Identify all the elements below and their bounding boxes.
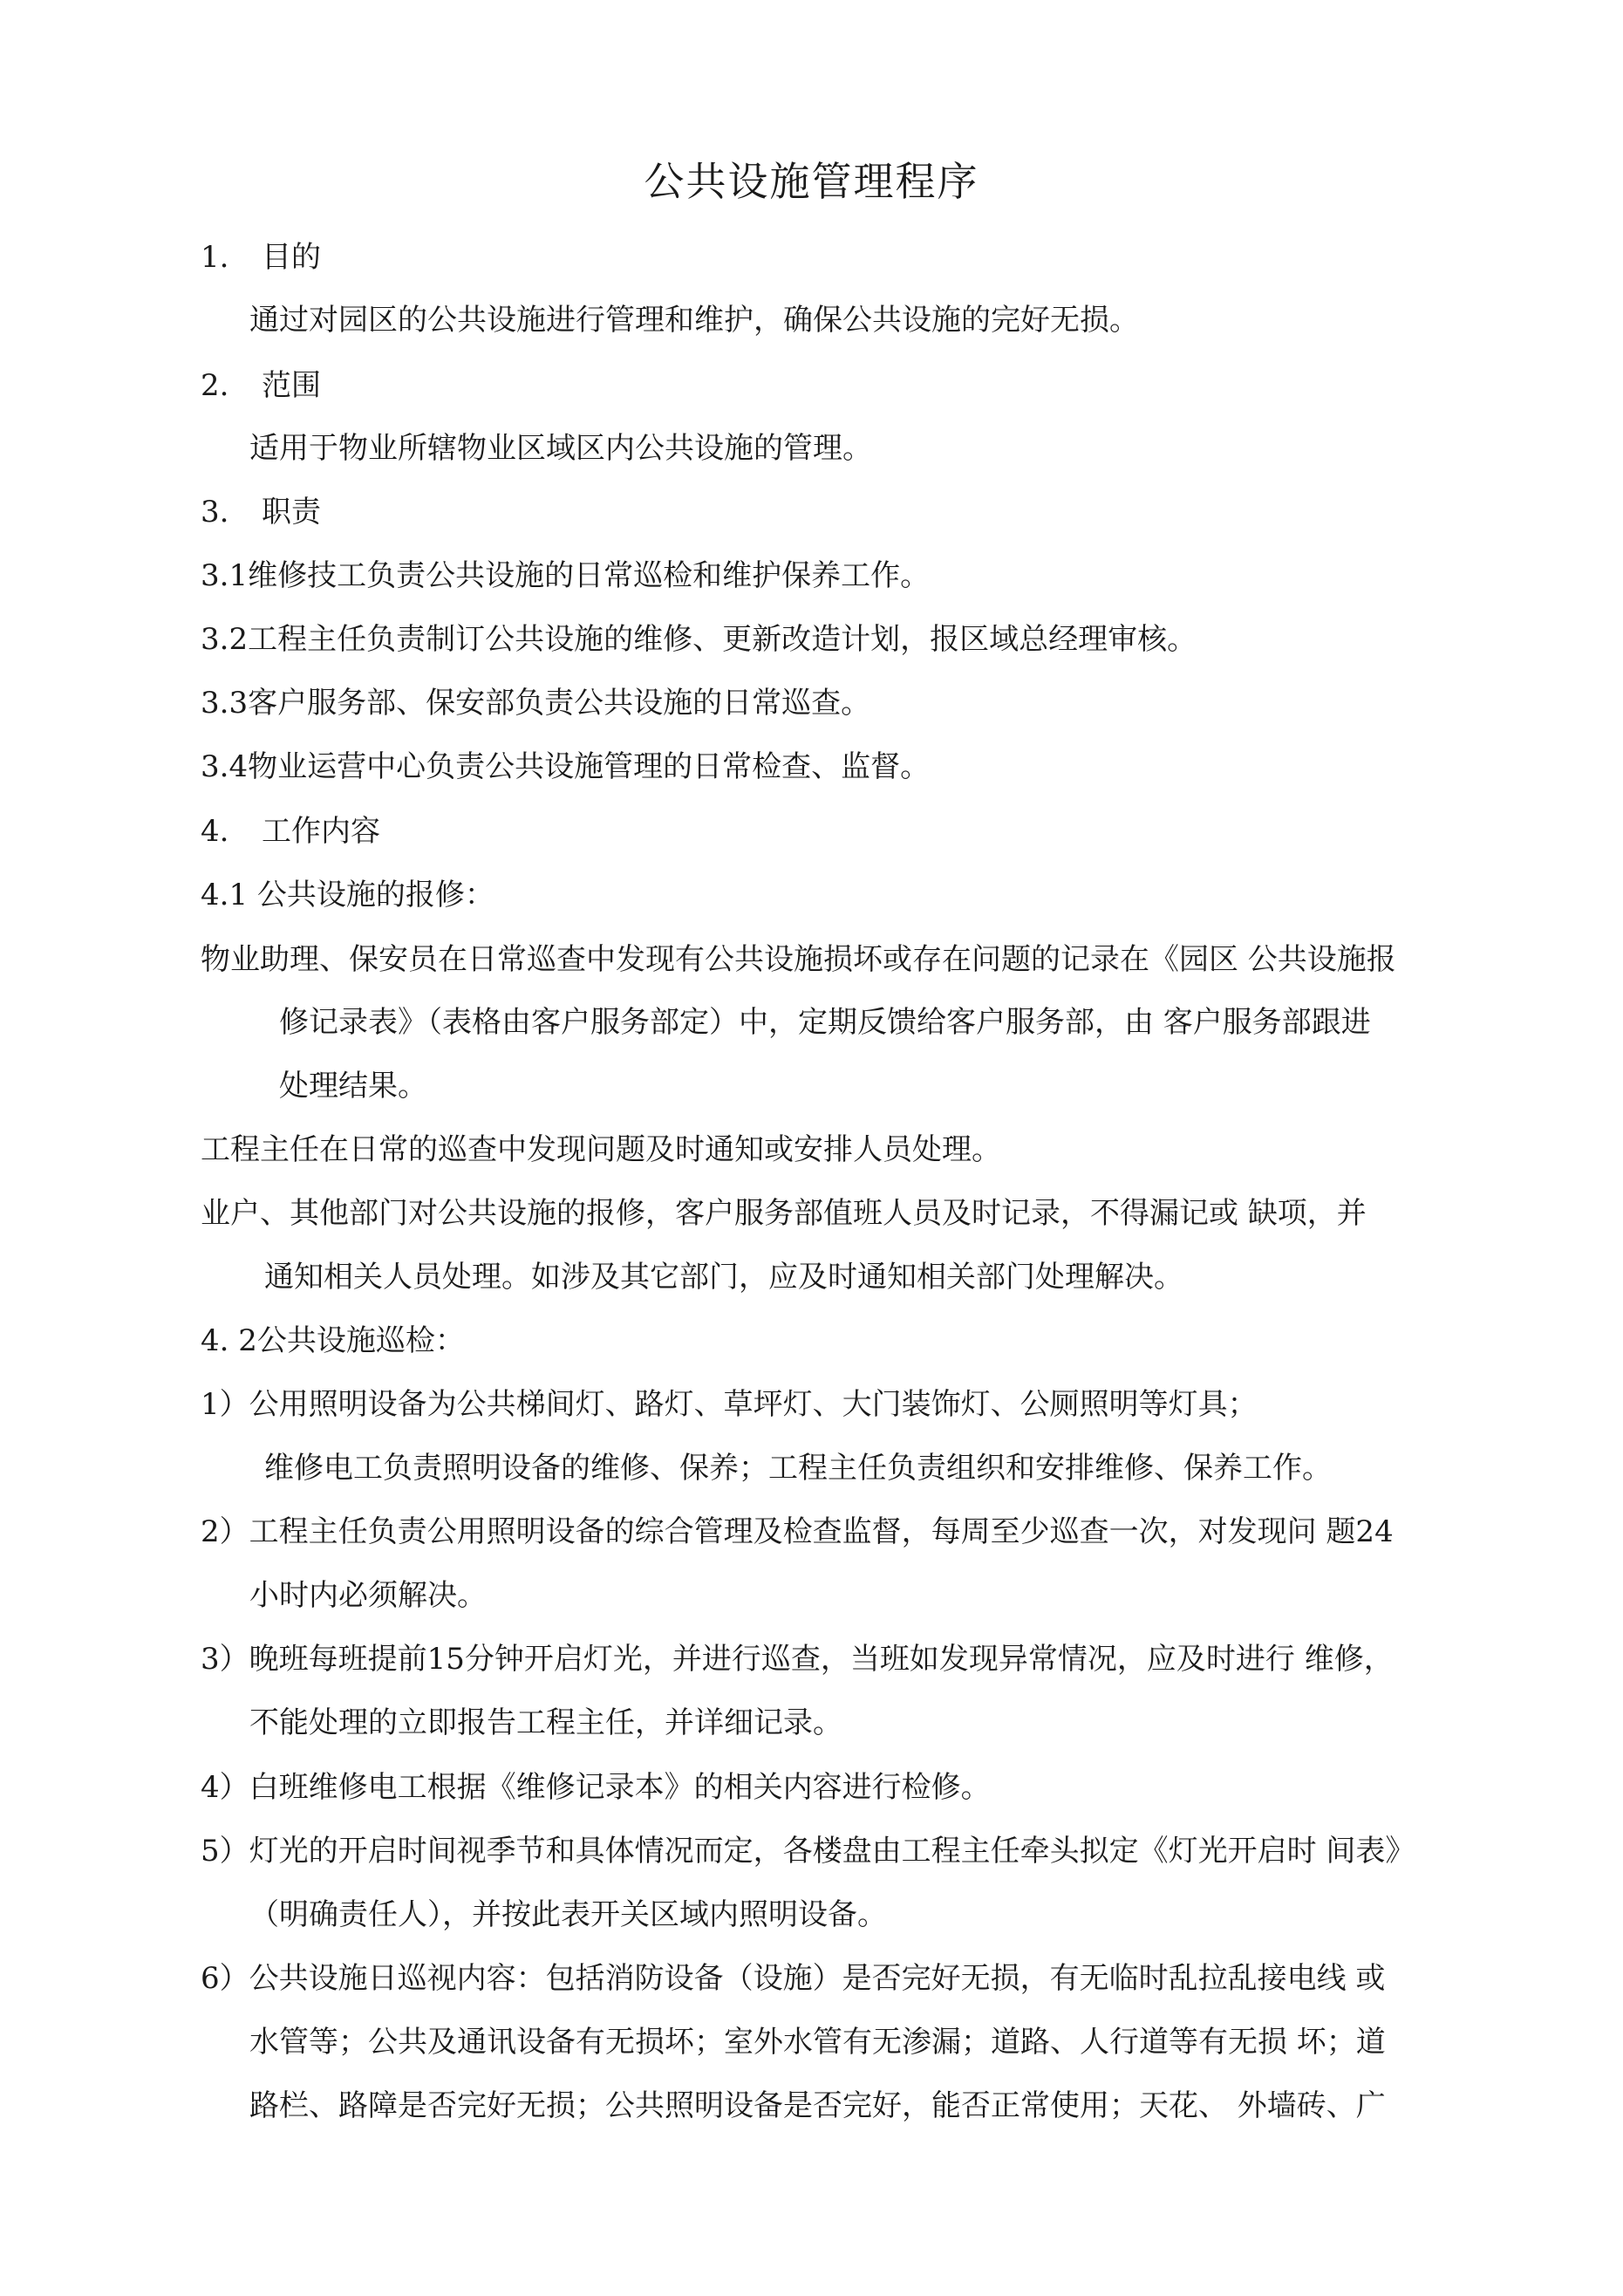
section-heading-work-content	[201, 814, 380, 849]
list-item-line: 小时内必须解决。	[249, 1578, 487, 1613]
paragraph-line: 业户、其他部门对公共设施的报修，客户服务部值班人员及时记录，不得漏记或 缺项，并	[201, 1196, 1367, 1231]
paragraph-line: 3.2工程主任负责制订公共设施的维修、更新改造计划，报区域总经理审核。	[201, 622, 1197, 657]
list-item-line: 水管等；公共及通讯设备有无损坏；室外水管有无渗漏；道路、人行道等有无损 坏；道	[249, 2025, 1386, 2060]
section-heading-purpose	[201, 240, 321, 275]
section-title: 范围	[262, 368, 321, 403]
paragraph-line: 适用于物业所辖物业区域区内公共设施的管理。	[249, 431, 872, 466]
paragraph-line: 3.4物业运营中心负责公共设施管理的日常检查、监督。	[201, 749, 931, 784]
paragraph-line: 通过对园区的公共设施进行管理和维护，确保公共设施的完好无损。	[249, 303, 1139, 338]
paragraph-line: 处理结果。	[279, 1069, 427, 1104]
list-item-line: （明确责任人），并按此表开关区域内照明设备。	[249, 1897, 887, 1932]
section-heading-responsibility	[201, 495, 321, 530]
section-title: 目的	[262, 240, 321, 275]
section-title: 职责	[262, 495, 321, 530]
list-item-line: 2）工程主任负责公用照明设备的综合管理及检查监督，每周至少巡查一次，对发现问 题24	[201, 1514, 1394, 1549]
section-number: 2.	[201, 368, 229, 403]
section-number: 3.	[201, 495, 229, 530]
paragraph-line: 通知相关人员处理。如涉及其它部门，应及时通知相关部门处理解决。	[264, 1260, 1183, 1295]
list-item-line: 4）白班维修电工根据《维修记录本》的相关内容进行检修。	[201, 1770, 991, 1805]
paragraph-line: 修记录表》（表格由客户服务部定）中，定期反馈给客户服务部，由 客户服务部跟进	[279, 1005, 1371, 1040]
document-title: 公共设施管理程序	[644, 158, 979, 205]
list-item-line: 维修电工负责照明设备的维修、保养；工程主任负责组织和安排维修、保养工作。	[264, 1451, 1332, 1486]
subsection-heading: 4.1 公共设施的报修：	[201, 878, 494, 912]
list-item-line: 不能处理的立即报告工程主任，并详细记录。	[249, 1705, 842, 1740]
list-item-line: 5）灯光的开启时间视季节和具体情况而定，各楼盘由工程主任牵头拟定《灯光开启时 间表》	[201, 1834, 1415, 1869]
paragraph-line: 物业助理、保安员在日常巡查中发现有公共设施损坏或存在问题的记录在《园区 公共设施报	[201, 942, 1396, 977]
section-title: 工作内容	[262, 814, 380, 849]
paragraph-line: 工程主任在日常的巡查中发现问题及时通知或安排人员处理。	[201, 1132, 1001, 1167]
section-number: 1.	[201, 240, 229, 275]
section-number: 4.	[201, 814, 229, 849]
list-item-line: 1）公用照明设备为公共梯间灯、路灯、草坪灯、大门装饰灯、公厕照明等灯具；	[201, 1387, 1258, 1422]
list-item-line: 3）晚班每班提前15分钟开启灯光，并进行巡查，当班如发现异常情况，应及时进行 维修，	[201, 1642, 1394, 1677]
list-item-line: 路栏、路障是否完好无损；公共照明设备是否完好，能否正常使用；天花、 外墙砖、广	[249, 2088, 1386, 2123]
paragraph-line: 3.1维修技工负责公共设施的日常巡检和维护保养工作。	[201, 558, 931, 593]
paragraph-line: 3.3客户服务部、保安部负责公共设施的日常巡查。	[201, 686, 871, 721]
subsection-heading: 4. 2公共设施巡检：	[201, 1323, 465, 1358]
section-heading-scope	[201, 368, 321, 403]
list-item-line: 6）公共设施日巡视内容：包括消防设备（设施）是否完好无损，有无临时乱拉乱接电线 或	[201, 1961, 1386, 1996]
